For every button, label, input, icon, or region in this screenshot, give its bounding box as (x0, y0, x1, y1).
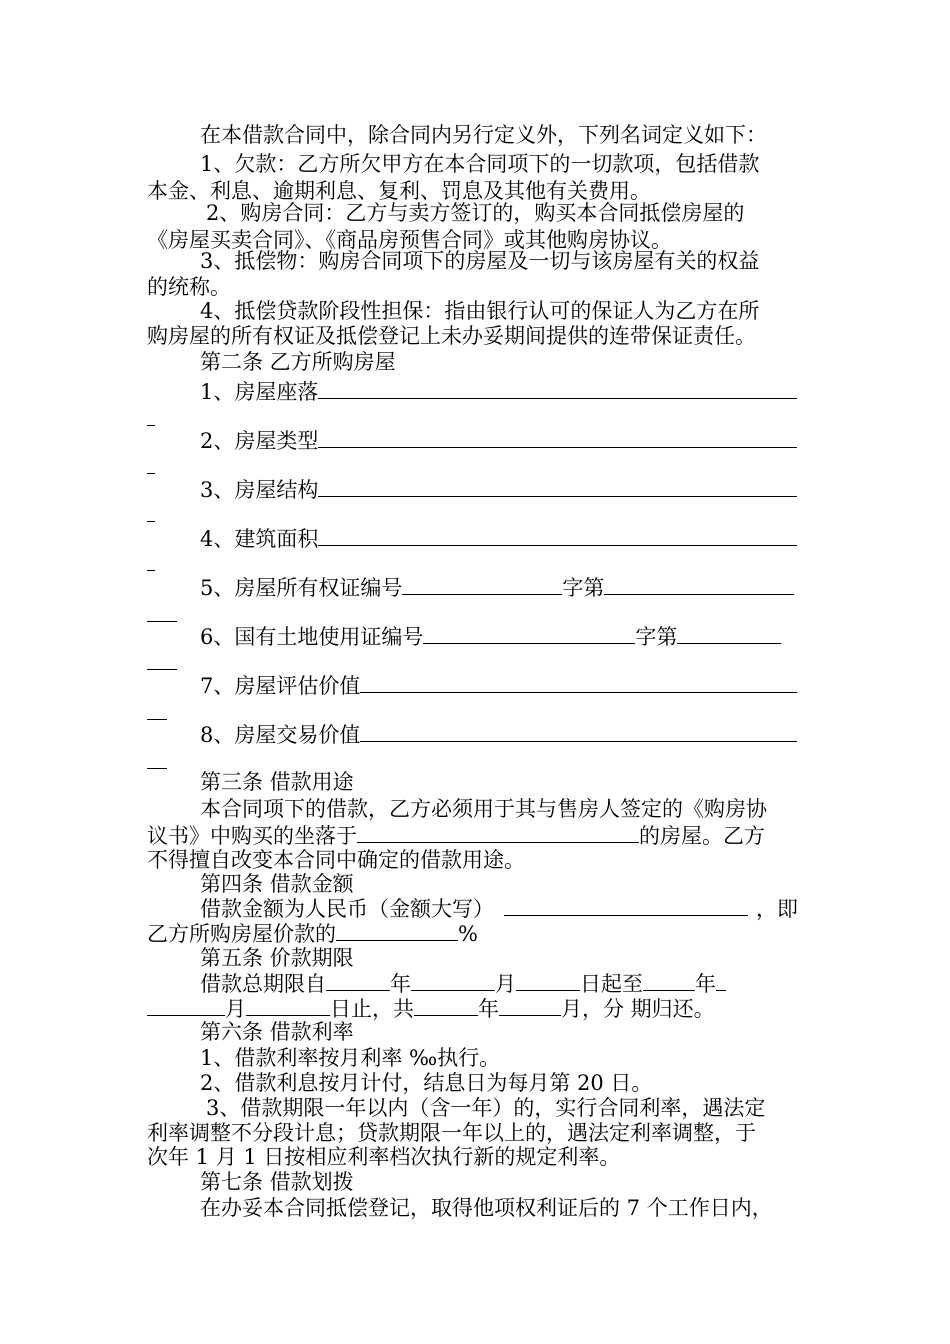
blank-line-tail (147, 669, 177, 670)
loan-term-line (200, 972, 726, 997)
transaction-value-field (200, 723, 797, 748)
blank-line (246, 997, 330, 1016)
blank-line (411, 972, 495, 991)
field-label: 8、房屋交易价值 (200, 723, 361, 747)
interest-rate-line: 1、借款利率按月利率 ‰执行。 (200, 1046, 501, 1070)
article-7-para: 在办妥本合同抵偿登记，取得他项权利证后的 7 个工作日内， (200, 1196, 773, 1220)
field-label: 1、房屋座落 (200, 380, 319, 404)
blank-line-tail (147, 425, 155, 426)
blank-line (360, 723, 797, 742)
text-segment: 月 (225, 997, 246, 1021)
text-segment: 乙方所购房屋价款的 (147, 922, 336, 946)
land-cert-field (200, 625, 781, 650)
blank-line (504, 897, 748, 916)
blank-line (414, 997, 478, 1016)
blank-line-tail (147, 473, 155, 474)
definition-item-3-cont: 的统称。 (147, 275, 231, 299)
blank-line (716, 972, 726, 991)
loan-amount-line (200, 897, 798, 922)
interest-adjust-line-end: 次年 1 月 1 日按相应利率档次执行新的规定利率。 (147, 1145, 621, 1169)
text-segment: 的房屋。乙方 (639, 824, 765, 848)
loan-percent-line (147, 922, 478, 947)
text-segment: 月，分 期归还。 (561, 997, 715, 1021)
ownership-cert-field (200, 576, 794, 601)
definition-item-2-cont: 《房屋买卖合同》、《商品房预售合同》或其他购房协议。 (147, 228, 672, 252)
text-segment: 借款总期限自 (200, 972, 326, 996)
blank-line (318, 429, 797, 448)
house-type-field (200, 429, 797, 454)
interest-adjust-line-cont: 利率调整不分段计息；贷款期限一年以上的，遇法定利率调整，于 (147, 1121, 756, 1145)
blank-line (336, 922, 458, 941)
blank-line (357, 824, 639, 843)
text-segment: 年 (695, 972, 716, 996)
article-5-title: 第五条 价款期限 (200, 946, 354, 970)
article-7-title: 第七条 借款划拨 (200, 1170, 354, 1194)
text-segment: 月 (495, 972, 516, 996)
field-label: 3、房屋结构 (200, 478, 319, 502)
definition-item-4-cont: 购房屋的所有权证及抵偿登记上未办妥期间提供的连带保证责任。 (147, 324, 756, 348)
blank-line-tail (147, 521, 155, 522)
blank-line-tail (147, 719, 167, 720)
blank-line (643, 972, 695, 991)
house-structure-field (200, 478, 797, 503)
blank-line (326, 972, 390, 991)
article-3-para-cont (147, 824, 765, 849)
house-location-field (200, 380, 797, 405)
text-segment: % (458, 922, 478, 946)
loan-term-line-cont (147, 997, 715, 1022)
blank-line (360, 674, 797, 693)
article-3-title: 第三条 借款用途 (200, 770, 354, 794)
article-3-para-end: 不得擅自改变本合同中确定的借款用途。 (147, 848, 525, 872)
interest-payment-line: 2、借款利息按月计付，结息日为每月第 20 日。 (200, 1071, 653, 1095)
blank-line (604, 576, 794, 595)
field-label: 6、国有土地使用证编号 (200, 625, 424, 649)
article-4-title: 第四条 借款金额 (200, 872, 354, 896)
interest-adjust-line: 3、借款期限一年以内（含一年）的，实行合同利率，遇法定 (206, 1096, 766, 1120)
blank-line-tail (147, 768, 167, 769)
field-label: 4、建筑面积 (200, 527, 319, 551)
blank-line-tail (147, 570, 155, 571)
blank-line (318, 478, 797, 497)
definition-item-2: 2、购房合同：乙方与卖方签订的，购买本合同抵偿房屋的 (206, 201, 745, 225)
text-segment: 年 (390, 972, 411, 996)
blank-line (516, 972, 580, 991)
article-2-title: 第二条 乙方所购房屋 (200, 350, 396, 374)
appraisal-value-field (200, 674, 797, 699)
blank-line-tail (147, 621, 177, 622)
blank-line (402, 576, 562, 595)
field-label: 7、房屋评估价值 (200, 674, 361, 698)
blank-line (677, 625, 781, 644)
blank-line (318, 527, 797, 546)
blank-line (499, 997, 561, 1016)
text-segment: 日止，共 (330, 997, 414, 1021)
building-area-field (200, 527, 797, 552)
field-label: 2、房屋类型 (200, 429, 319, 453)
field-mid-label: 字第 (562, 576, 605, 600)
article-6-title: 第六条 借款利率 (200, 1020, 354, 1044)
blank-line (423, 625, 635, 644)
blank-line (147, 997, 225, 1016)
field-label: 5、房屋所有权证编号 (200, 576, 403, 600)
text-segment: 年 (478, 997, 499, 1021)
blank-line (318, 380, 797, 399)
definition-item-1-cont: 本金、利息、逾期利息、复利、罚息及其他有关费用。 (147, 179, 651, 203)
text-segment: 借款金额为人民币（金额大写） (200, 897, 494, 921)
definitions-intro: 在本借款合同中，除合同内另行定义外，下列名词定义如下： (200, 123, 767, 147)
definition-item-1: 1、欠款：乙方所欠甲方在本合同项下的一切款项，包括借款 (200, 152, 760, 176)
field-mid-label: 字第 (635, 625, 678, 649)
text-segment: ，即 (756, 897, 798, 921)
definition-item-4: 4、抵偿贷款阶段性担保：指由银行认可的保证人为乙方在所 (200, 299, 760, 323)
text-segment: 日起至 (580, 972, 643, 996)
article-3-para: 本合同项下的借款，乙方必须用于其与售房人签定的《购房协 (200, 797, 767, 821)
definition-item-3: 3、抵偿物：购房合同项下的房屋及一切与该房屋有关的权益 (200, 249, 760, 273)
text-segment: 议书》中购买的坐落于 (147, 824, 357, 848)
